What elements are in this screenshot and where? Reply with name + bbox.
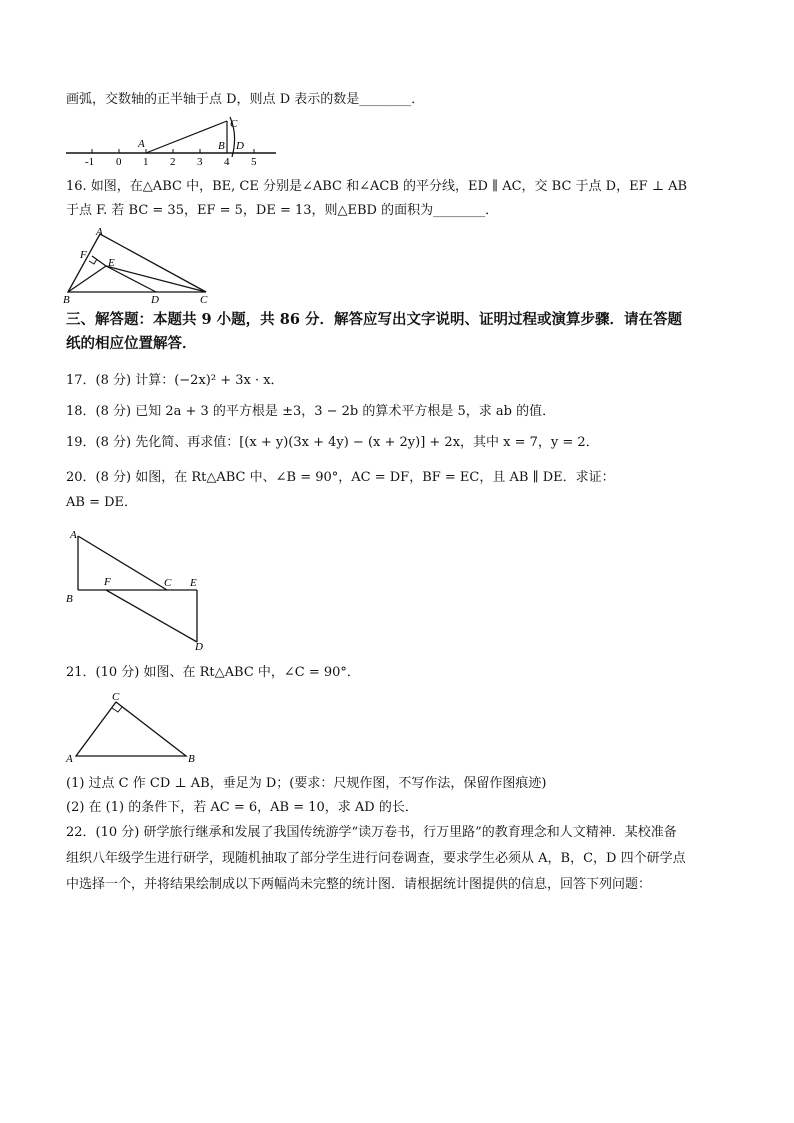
segment-AC xyxy=(78,536,167,590)
label-C: C xyxy=(230,118,238,130)
label-A: A xyxy=(70,529,77,541)
label-B: B xyxy=(218,140,225,152)
segment-ED xyxy=(106,266,156,292)
q21-triangle-figure xyxy=(62,690,202,768)
label-C: C xyxy=(112,691,120,703)
tick-label: 5 xyxy=(251,156,257,168)
right-angle-mark xyxy=(112,707,122,712)
label-F: F xyxy=(104,576,111,588)
label-B: B xyxy=(63,294,70,306)
q18-text: 18．(8 分) 已知 2a + 3 的平方根是 ±3，3 − 2b 的算术平方根是 5，求 ab 的值． xyxy=(66,404,556,419)
label-E: E xyxy=(190,577,197,589)
q20-line1: 20．(8 分) 如图，在 Rt△ABC 中、∠B = 90°，AC = DF，BF = EC，且 AB ∥ DE．求证： xyxy=(66,470,615,485)
q21-line1: 21．(10 分) 如图、在 Rt△ABC 中，∠C = 90°． xyxy=(66,665,360,680)
label-A: A xyxy=(96,226,103,238)
tick-label: 2 xyxy=(170,156,176,168)
label-A: A xyxy=(138,138,145,150)
tick-label: 3 xyxy=(197,156,203,168)
segment-CE xyxy=(106,266,206,292)
label-F: F xyxy=(80,249,87,261)
number-line-figure xyxy=(62,113,282,173)
tick-label: 0 xyxy=(116,156,122,168)
q22-line1: 22．(10 分) 研学旅行继承和发展了我国传统游学“读万卷书，行万里路”的教育理念和人文精神．某校准备 xyxy=(66,825,677,840)
right-angle-mark xyxy=(89,259,97,264)
q16-line2: 于点 F. 若 BC = 35，EF = 5，DE = 13，则△EBD 的面积为________． xyxy=(66,203,499,218)
q17-text: 17．(8 分) 计算：(−2x)² + 3x · x． xyxy=(66,373,284,388)
q15-text: 画弧，交数轴的正半轴于点 D，则点 D 表示的数是________． xyxy=(66,92,425,107)
label-E: E xyxy=(108,257,115,269)
label-D: D xyxy=(151,294,159,306)
q21-sub2: (2) 在 (1) 的条件下，若 AC = 6，AB = 10，求 AD 的长． xyxy=(66,800,418,815)
label-B: B xyxy=(66,593,73,605)
q21-sub1: (1) 过点 C 作 CD ⊥ AB，垂足为 D；(要求：尺规作图，不写作法，保留作图痕迹) xyxy=(66,776,547,791)
q22-line2: 组织八年级学生进行研学，现随机抽取了部分学生进行问卷调查，要求学生必须从 A，B，C，D 四个研学点 xyxy=(66,851,686,866)
segment-AC xyxy=(146,121,227,153)
segment-BE xyxy=(68,266,106,292)
label-D: D xyxy=(236,140,244,152)
q16-triangle-figure xyxy=(58,226,223,306)
q20-line2: AB = DE． xyxy=(66,495,138,510)
label-B: B xyxy=(188,753,195,765)
q22-line3: 中选择一个，并将结果绘制成以下两幅尚未完整的统计图．请根据统计图提供的信息，回答下列问题： xyxy=(66,877,652,892)
segment-FD xyxy=(106,590,197,642)
label-C: C xyxy=(164,577,172,589)
triangle-ABC xyxy=(76,702,186,756)
q16-line1: 16. 如图，在△ABC 中，BE, CE 分别是∠ABC 和∠ACB 的平分线，ED ∥ AC，交 BC 于点 D，EF ⊥ AB xyxy=(66,179,688,194)
label-D: D xyxy=(195,641,203,652)
q19-text: 19．(8 分) 先化简、再求值：[(x + y)(3x + 4y) − (x + 2y)] + 2x，其中 x = 7，y = 2． xyxy=(66,435,599,450)
section3-heading-line2: 纸的相应位置解答． xyxy=(66,335,197,352)
tick-label: -1 xyxy=(85,156,95,168)
tick-label: 1 xyxy=(143,156,149,168)
label-A: A xyxy=(66,753,73,765)
q20-figure xyxy=(62,526,212,652)
section3-heading-line1: 三、解答题：本题共 9 小题，共 86 分．解答应写出文字说明、证明过程或演算步骤．请在答题 xyxy=(66,311,682,328)
tick-label: 4 xyxy=(224,156,230,168)
triangle-ABC xyxy=(68,234,206,292)
label-C: C xyxy=(200,294,208,306)
